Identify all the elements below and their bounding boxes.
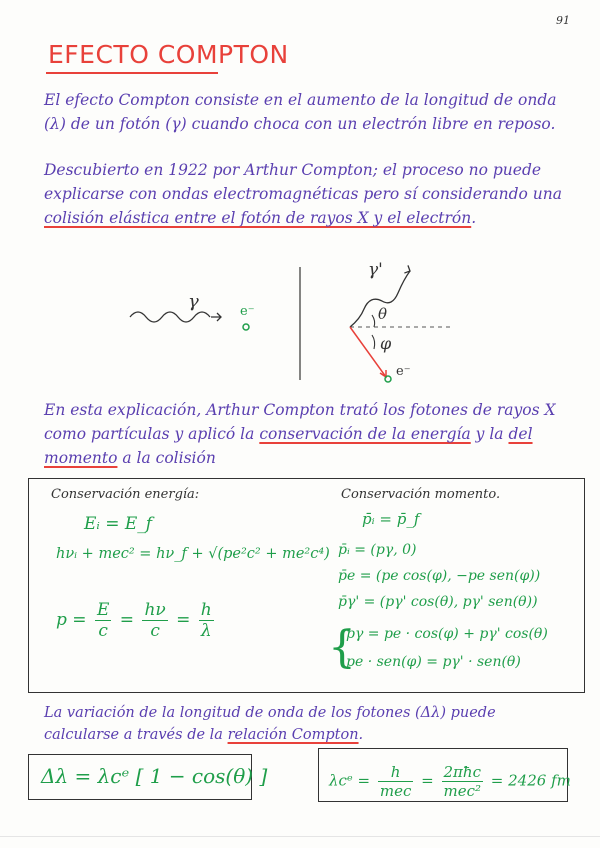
frac1-numerator: h	[378, 763, 414, 782]
frac1-denominator: mec	[379, 782, 412, 800]
p-symbol: p	[56, 610, 67, 630]
momentum-equation-5: pγ = pe · cos(φ) + pγ' cos(θ)	[346, 626, 548, 642]
c-denominator: c	[98, 621, 108, 641]
compton-wavelength-formula	[329, 763, 571, 800]
phi-label: φ	[380, 334, 392, 353]
page-number: 91	[556, 14, 570, 27]
momentum-equation-2: p̄ᵢ = (pγ, 0)	[338, 542, 417, 558]
lambda-lhs: λcᵉ =	[329, 771, 371, 790]
c-denominator-2: c	[150, 621, 160, 641]
incoming-photon-wave	[130, 312, 210, 322]
momentum-underlined: del momento	[44, 425, 533, 467]
system-brace: {	[328, 622, 356, 673]
explanation-text: En esta explicación, Arthur Compton trató los fotones de rayos X como partículas y aplicó la	[44, 401, 556, 443]
momentum-equation-1: p̄ᵢ = p̄_f	[362, 510, 420, 528]
theta-arc	[372, 315, 375, 327]
recoil-electron-dot	[385, 376, 391, 382]
history-text: Descubierto en 1922 por Arthur Compton; el proceso no puede explicarse con ondas electromagnéticas pero sí considerando una	[44, 161, 563, 203]
footer-line	[0, 836, 600, 837]
energy-conservation-underlined: conservación de la energía	[259, 425, 471, 443]
explanation-end: a la colisión	[117, 449, 216, 467]
energy-equation-1: Eᵢ = E_f	[84, 514, 153, 534]
hnu-numerator: hν	[144, 600, 166, 620]
page-title: EFECTO COMPTON	[48, 40, 289, 69]
relation-text: La variación de la longitud de onda de los fotones (Δλ) puede calcularse a través de la	[44, 705, 496, 743]
incoming-photon-arrow	[211, 313, 221, 321]
scattered-photon-arrow	[402, 265, 410, 273]
title-underline	[46, 72, 218, 74]
h-over-mec-fraction	[378, 763, 414, 800]
scattered-photon-label: γ'	[368, 260, 383, 280]
momentum-equation-6: pe · sen(φ) = pγ' · sen(θ)	[346, 654, 521, 670]
compton-relation-paragraph	[44, 702, 564, 746]
definition-paragraph: El efecto Compton consiste en el aumento de la longitud de onda (λ) de un fotón (γ) cuando choca con un electrón libre en reposo.	[44, 91, 557, 133]
electron-label: e⁻	[240, 304, 255, 319]
lambda-result: = 2426 fm	[490, 771, 571, 790]
momentum-equation-4: p̄γ' = (pγ' cos(θ), pγ' sen(θ))	[338, 594, 538, 610]
delta-lambda-box	[28, 754, 268, 800]
e-numerator: E	[96, 600, 110, 620]
compton-wavelength-box	[318, 748, 571, 802]
relation-end: .	[358, 727, 364, 743]
compton-relation-underlined: relación Compton	[227, 727, 359, 743]
e-over-c-fraction	[95, 600, 111, 641]
history-end: .	[471, 209, 477, 227]
theta-label: θ	[378, 305, 388, 323]
explanation-paragraph	[44, 398, 564, 470]
2pihbarc-over-mec2-fraction	[442, 763, 484, 800]
momentum-equation-3: p̄e = (pe cos(φ), −pe sen(φ))	[338, 568, 541, 584]
h-numerator: h	[200, 600, 212, 620]
frac2-numerator: 2πħc	[442, 763, 484, 782]
electron-dot	[243, 324, 249, 330]
hnu-over-c-fraction	[142, 600, 167, 641]
explanation-middle: y la	[470, 425, 509, 443]
energy-equation-2: hνᵢ + mec² = hν_f + √(pe²c² + me²c⁴)	[56, 546, 330, 562]
delta-lambda-formula: Δλ = λcᵉ [ 1 − cos(θ) ]	[41, 764, 268, 788]
frac2-denominator: mec²	[443, 782, 482, 800]
h-over-lambda-fraction	[199, 600, 214, 641]
energy-conservation-title: Conservación energía:	[51, 487, 200, 502]
momentum-conservation-title: Conservación momento.	[341, 487, 501, 502]
photon-label: γ	[188, 291, 199, 312]
lambda-equals: =	[421, 771, 434, 790]
history-underlined: colisión elástica entre el fotón de rayos X y el electrón	[44, 209, 472, 227]
phi-arc	[372, 335, 375, 349]
momentum-energy-relation: p = $\frac{E}{c}$ = $\frac{h\nu}{c}$ = $\frac{h}{\lambda}$	[56, 600, 212, 641]
lambda-denominator: λ	[200, 621, 212, 641]
history-paragraph	[44, 158, 564, 230]
compton-diagram	[110, 255, 530, 385]
recoil-electron-label: e⁻	[396, 364, 411, 379]
